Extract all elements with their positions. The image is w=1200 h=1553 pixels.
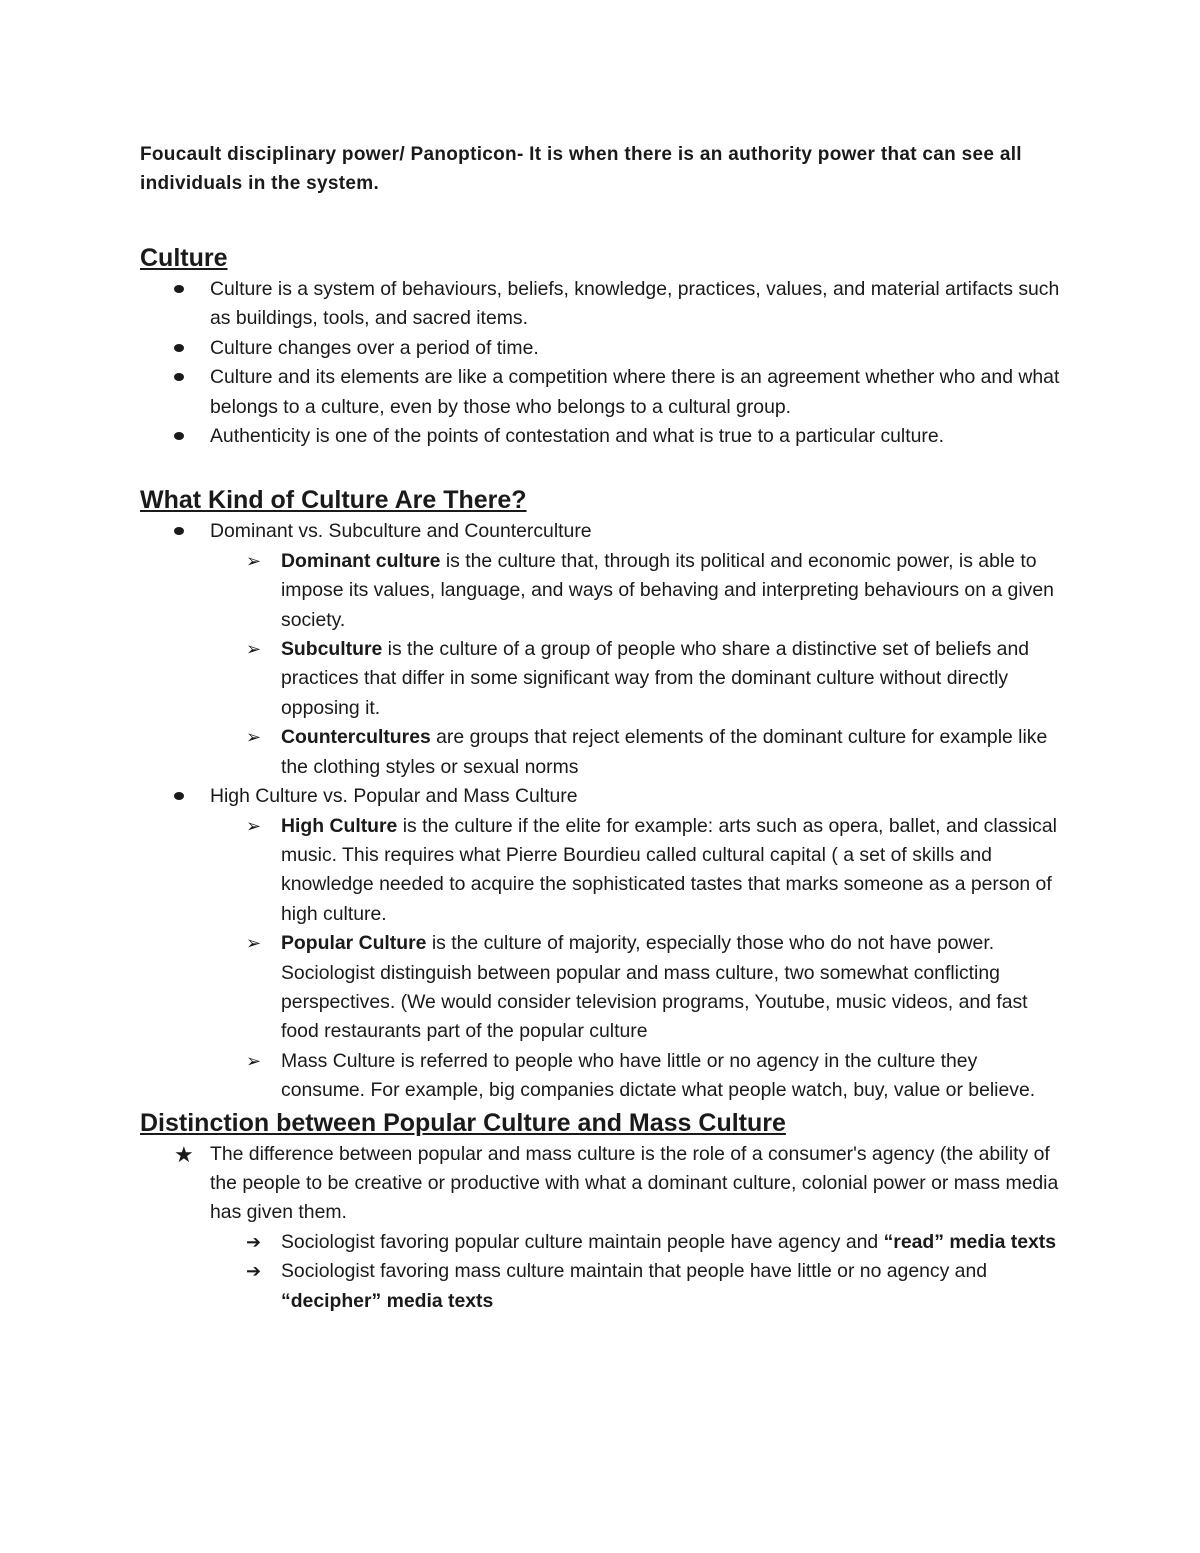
list-item: Dominant vs. Subculture and Counterculture	[140, 517, 1060, 546]
list-item: Authenticity is one of the points of contestation and what is true to a particular culture.	[140, 422, 1060, 451]
list-item: Culture changes over a period of time.	[140, 334, 1060, 363]
intro-paragraph: Foucault disciplinary power/ Panopticon- It is when there is an authority power that can see all individuals in the system.	[140, 144, 1022, 194]
arrowhead-icon: ➢	[246, 1050, 262, 1071]
kinds-list-2	[140, 782, 1060, 811]
list-item: ➢ Dominant culture is the culture that, through its political and economic power, is able to impose its values, language, and ways of behaving and interpreting behaviours on a given society.	[140, 547, 1060, 635]
bullet-icon	[174, 527, 184, 535]
list-item: ➢ Mass Culture is referred to people who have little or no agency in the culture they consume. For example, big companies dictate what people watch, buy, value or believe.	[140, 1047, 1060, 1106]
distinction-sub-list	[140, 1228, 1060, 1316]
list-item: Culture is a system of behaviours, beliefs, knowledge, practices, values, and material artifacts such as buildings, tools, and sacred items.	[140, 275, 1060, 334]
arrowhead-icon: ➢	[246, 815, 262, 836]
list-item: ➢ Popular Culture is the culture of majority, especially those who do not have power. Sociologist distinguish between popular and mass culture, two somewhat conflicting perspectives. (We would consider television programs, Youtube, music videos, and fast food restaurants part of the popular culture	[140, 929, 1060, 1047]
arrowhead-icon: ➢	[246, 639, 262, 660]
list-item: ➢ Countercultures are groups that reject elements of the dominant culture for example like the clothing styles or sexual norms	[140, 723, 1060, 782]
arrow-right-icon: ➔	[246, 1231, 262, 1252]
culture-list	[140, 275, 1060, 451]
list-item: High Culture vs. Popular and Mass Culture	[140, 782, 1060, 811]
distinction-list	[140, 1140, 1060, 1228]
arrowhead-icon: ➢	[246, 727, 262, 748]
document-page	[140, 140, 1060, 1316]
arrowhead-icon: ➢	[246, 550, 262, 571]
bullet-icon	[174, 432, 184, 440]
arrow-right-icon: ➔	[246, 1261, 262, 1282]
list-item: ➔ Sociologist favoring mass culture maintain that people have little or no agency and “decipher” media texts	[140, 1257, 1060, 1316]
bullet-icon	[174, 373, 184, 381]
heading-distinction: Distinction between Popular Culture and Mass Culture	[140, 1108, 786, 1137]
bullet-icon	[174, 792, 184, 800]
list-item: ➢ High Culture is the culture if the elite for example: arts such as opera, ballet, and classical music. This requires what Pierre Bourdieu called cultural capital ( a set of skills and knowledge needed to acquire the sophisticated tastes that marks someone as a person of high culture.	[140, 812, 1060, 930]
kinds-group1-list	[140, 547, 1060, 782]
kinds-list	[140, 517, 1060, 546]
list-item: Culture and its elements are like a competition where there is an agreement whether who and what belongs to a culture, even by those who belongs to a cultural group.	[140, 363, 1060, 422]
list-item: ➔ Sociologist favoring popular culture maintain people have agency and “read” media texts	[140, 1228, 1060, 1257]
heading-culture: Culture	[140, 244, 228, 272]
kinds-group2-list	[140, 812, 1060, 1106]
heading-kinds: What Kind of Culture Are There?	[140, 486, 527, 515]
list-item: ★ The difference between popular and mass culture is the role of a consumer's agency (the ability of the people to be creative or productive with what a dominant culture, colonial power or mass media has given them.	[174, 1141, 1059, 1224]
arrowhead-icon: ➢	[246, 933, 262, 954]
bullet-icon	[174, 285, 184, 293]
list-item: ➢ Subculture is the culture of a group of people who share a distinctive set of beliefs and practices that differ in some significant way from the dominant culture without directly opposing it.	[140, 635, 1060, 723]
star-icon: ★	[174, 1141, 194, 1167]
bullet-icon	[174, 344, 184, 352]
